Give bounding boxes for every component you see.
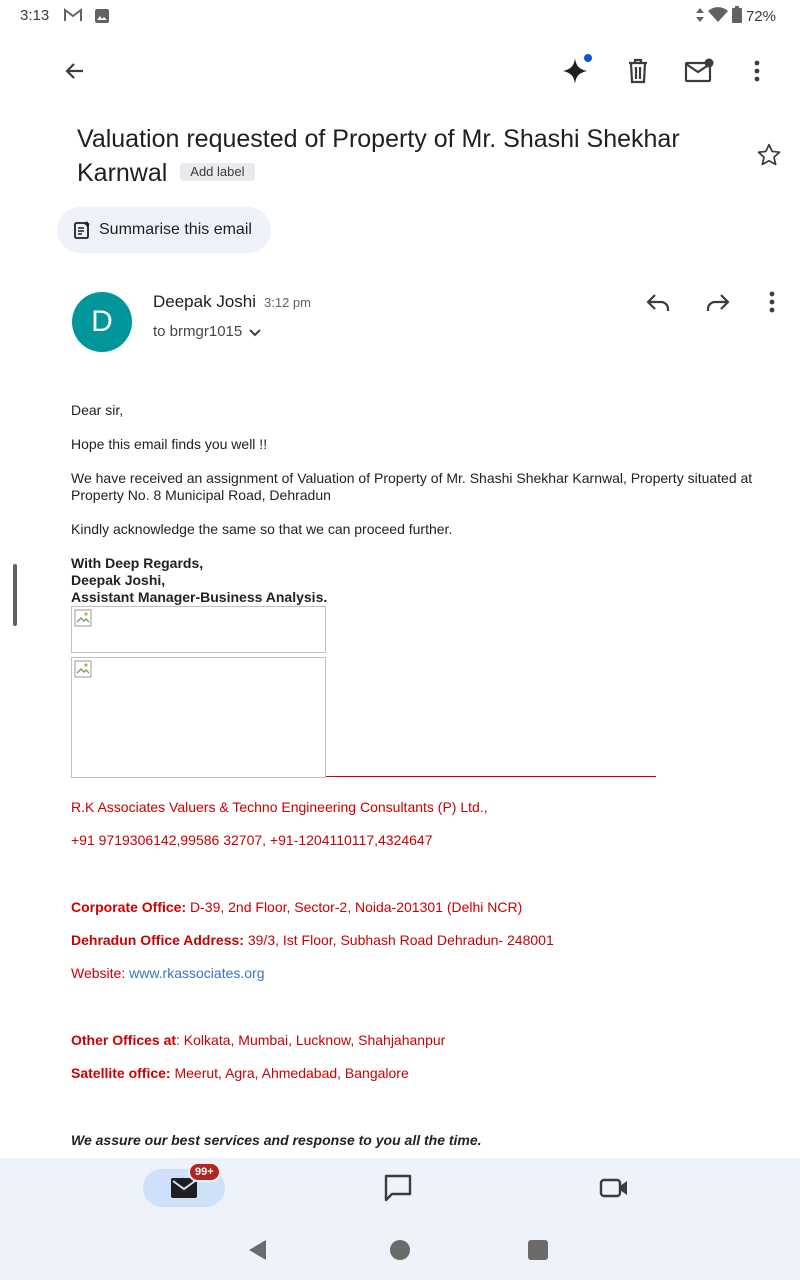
body-line-1: Hope this email finds you well !!: [71, 436, 268, 452]
video-camera-icon: [598, 1172, 630, 1204]
more-vert-icon: [754, 60, 760, 82]
arrow-left-icon: [63, 59, 87, 83]
assurance-line: We assure our best services and response to you all the time.: [71, 1132, 482, 1148]
star-icon: [756, 142, 782, 168]
recipient-text: to brmgr1015: [153, 323, 243, 340]
other-offices-value: : Kolkata, Mumbai, Lucknow, Shahjahanpur: [176, 1032, 446, 1048]
status-right: [696, 6, 776, 27]
more-vert-icon: [769, 291, 775, 313]
website-label: Website:: [71, 965, 130, 981]
chat-icon: [382, 1172, 414, 1204]
data-arrows-icon: [696, 8, 704, 26]
bottom-navigation: [0, 1158, 800, 1280]
website-line: [71, 965, 761, 982]
image-notification-icon: [94, 8, 110, 29]
system-back-icon[interactable]: [246, 1238, 270, 1262]
website-link[interactable]: www.rkassociates.org: [129, 965, 265, 981]
reply-button[interactable]: [642, 286, 674, 318]
unread-count-badge: 99+: [188, 1162, 221, 1182]
mail-unread-icon: [684, 58, 714, 84]
mark-unread-button[interactable]: [682, 54, 716, 88]
signature-regards: With Deep Regards,: [71, 555, 204, 571]
body-line-2: We have received an assignment of Valuation of Property of Mr. Shashi Shekhar Karnwal, Property situated at Property No. 8 Municipal Road, Dehradun: [71, 470, 753, 503]
sender-avatar[interactable]: D: [72, 292, 132, 352]
message-more-button[interactable]: [758, 286, 786, 318]
subject-text: Valuation requested of Property of Mr. Shashi Shekhar Karnwal: [77, 125, 680, 187]
battery-icon: [732, 6, 742, 27]
signature-name: Deepak Joshi,: [71, 572, 166, 588]
system-recents-button[interactable]: [528, 1240, 548, 1260]
gemini-button[interactable]: [558, 52, 596, 90]
battery-percent: 72%: [745, 8, 776, 25]
sparkle-icon: [558, 52, 596, 90]
recipient-details-toggle[interactable]: [153, 323, 262, 340]
wifi-icon: [708, 7, 728, 27]
sent-time: 3:12 pm: [264, 295, 311, 310]
other-offices-label: Other Offices at: [71, 1032, 177, 1048]
forward-icon: [705, 291, 731, 313]
broken-image-icon: [74, 609, 92, 627]
system-home-button[interactable]: [390, 1240, 410, 1260]
nav-chat-tab[interactable]: [382, 1172, 414, 1204]
company-phones: +91 9719306142,99586 32707, +91-1204110117,4324647: [71, 832, 433, 848]
scroll-handle[interactable]: [13, 564, 17, 626]
summary-doc-icon: [73, 221, 91, 239]
signature-image-1: [71, 606, 326, 653]
dehradun-office-label: Dehradun Office Address:: [71, 932, 244, 948]
status-bar: [0, 0, 800, 32]
body-line-3: Kindly acknowledge the same so that we can proceed further.: [71, 521, 453, 537]
sender-name: Deepak Joshi: [153, 292, 257, 311]
delete-button[interactable]: [622, 54, 654, 88]
star-button[interactable]: [754, 140, 784, 170]
reply-icon: [645, 291, 671, 313]
chevron-down-icon: [248, 325, 262, 339]
satellite-office: [71, 1065, 761, 1082]
signature-title: Assistant Manager-Business Analysis.: [71, 589, 328, 605]
status-time: 3:13: [20, 7, 50, 24]
signature-divider: [326, 776, 656, 777]
broken-image-icon: [74, 660, 92, 678]
summarise-email-button[interactable]: [57, 207, 271, 253]
more-options-button[interactable]: [742, 54, 772, 88]
corporate-office-value: D-39, 2nd Floor, Sector-2, Noida-201301 (Delhi NCR): [186, 899, 523, 915]
email-subject: [77, 122, 717, 190]
corporate-office-label: Corporate Office:: [71, 899, 187, 915]
trash-icon: [626, 58, 650, 84]
company-name: R.K Associates Valuers & Techno Engineering Consultants (P) Ltd.,: [71, 799, 488, 815]
dehradun-office-value: 39/3, Ist Floor, Subhash Road Dehradun- 248001: [243, 932, 554, 948]
satellite-office-label: Satellite office:: [71, 1065, 171, 1081]
dehradun-office: [71, 932, 761, 949]
satellite-office-value: Meerut, Agra, Ahmedabad, Bangalore: [170, 1065, 409, 1081]
back-button[interactable]: [58, 54, 92, 88]
body-greeting: Dear sir,: [71, 402, 124, 418]
corporate-office: [71, 899, 761, 916]
other-offices: [71, 1032, 761, 1049]
forward-button[interactable]: [702, 286, 734, 318]
summarise-label: Summarise this email: [99, 221, 252, 238]
signature-image-2: [71, 657, 326, 778]
gmail-notification-icon: [64, 8, 82, 27]
nav-meet-tab[interactable]: [598, 1172, 630, 1204]
add-label-chip[interactable]: Add label: [180, 163, 254, 181]
